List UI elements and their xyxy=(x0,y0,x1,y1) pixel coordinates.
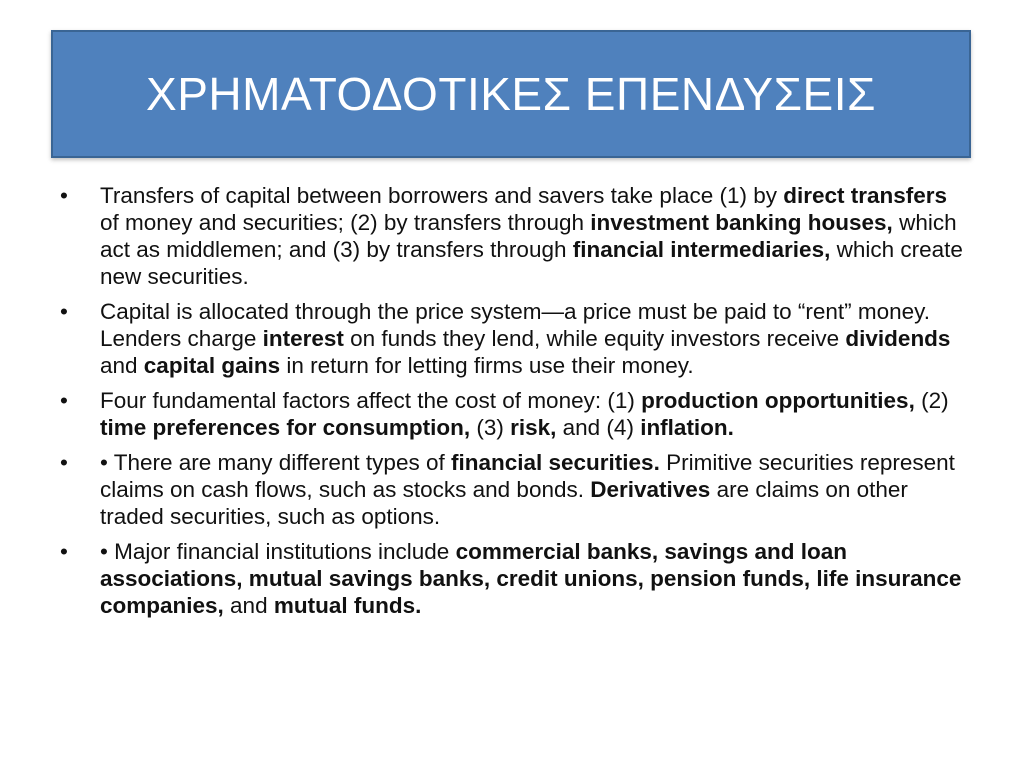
text-segment: Transfers of capital between borrowers and savers take place (1) by xyxy=(100,183,784,208)
text-segment: (3) xyxy=(470,415,511,440)
bullet-dot-icon: • xyxy=(60,388,68,413)
bullet-list xyxy=(60,182,965,627)
bold-term: investment banking houses, xyxy=(590,210,893,235)
bold-term: production opportunities, xyxy=(641,388,915,413)
bold-term: time preferences for consumption, xyxy=(100,415,471,440)
bullet-text xyxy=(100,539,961,618)
text-segment: (2) xyxy=(914,388,949,413)
bullet-item xyxy=(60,449,965,530)
text-segment: of money and securities; (2) by transfers through xyxy=(100,210,591,235)
bold-term: dividends xyxy=(845,326,951,351)
bullet-text xyxy=(100,299,950,378)
bold-term: interest xyxy=(262,326,344,351)
bullet-text xyxy=(100,388,949,440)
bullet-item xyxy=(60,538,965,619)
text-segment: are claims on other traded securities, such as options. xyxy=(100,477,908,529)
text-segment: • There are many different types of xyxy=(100,450,451,475)
bullet-dot-icon: • xyxy=(60,183,68,208)
bold-term: financial securities. xyxy=(450,450,660,475)
text-segment: on funds they lend, while equity investors receive xyxy=(343,326,846,351)
text-segment: in return for letting firms use their money. xyxy=(280,353,694,378)
bold-term: risk, xyxy=(510,415,557,440)
text-segment: Four fundamental factors affect the cost of money: (1) xyxy=(100,388,642,413)
title-banner xyxy=(51,30,971,158)
bullet-item xyxy=(60,182,965,290)
text-segment: which act as middlemen; and (3) by transfers through xyxy=(100,210,957,262)
bold-term: inflation. xyxy=(640,415,734,440)
bold-term: Derivatives xyxy=(590,477,711,502)
slide-title: ΧΡΗΜΑΤΟΔΟΤΙΚΕΣ ΕΠΕΝΔΥΣΕΙΣ xyxy=(146,68,876,120)
bullet-dot-icon: • xyxy=(60,450,68,475)
text-segment: • Major financial institutions include xyxy=(100,539,456,564)
bullet-text xyxy=(100,450,955,529)
text-segment: which create new securities. xyxy=(100,237,963,289)
bullet-item xyxy=(60,298,965,379)
bullet-dot-icon: • xyxy=(60,539,68,564)
bullet-text xyxy=(100,183,963,289)
bold-term: capital gains xyxy=(143,353,281,378)
bold-term: financial intermediaries, xyxy=(572,237,831,262)
text-segment: Primitive securities represent claims on cash flows, such as stocks and bonds. xyxy=(100,450,955,502)
text-segment: and (4) xyxy=(556,415,641,440)
bold-term: commercial banks, savings and loan associations, mutual savings banks, credit unions, pension funds, life insurance companies, xyxy=(100,539,962,618)
bold-term: mutual funds. xyxy=(273,593,422,618)
text-segment: Capital is allocated through the price system—a price must be paid to “rent” money. Lenders charge xyxy=(100,299,930,351)
bold-term: direct transfers xyxy=(783,183,948,208)
text-segment: and xyxy=(100,353,144,378)
text-segment: and xyxy=(223,593,274,618)
bullet-dot-icon: • xyxy=(60,299,68,324)
bullet-item xyxy=(60,387,965,441)
